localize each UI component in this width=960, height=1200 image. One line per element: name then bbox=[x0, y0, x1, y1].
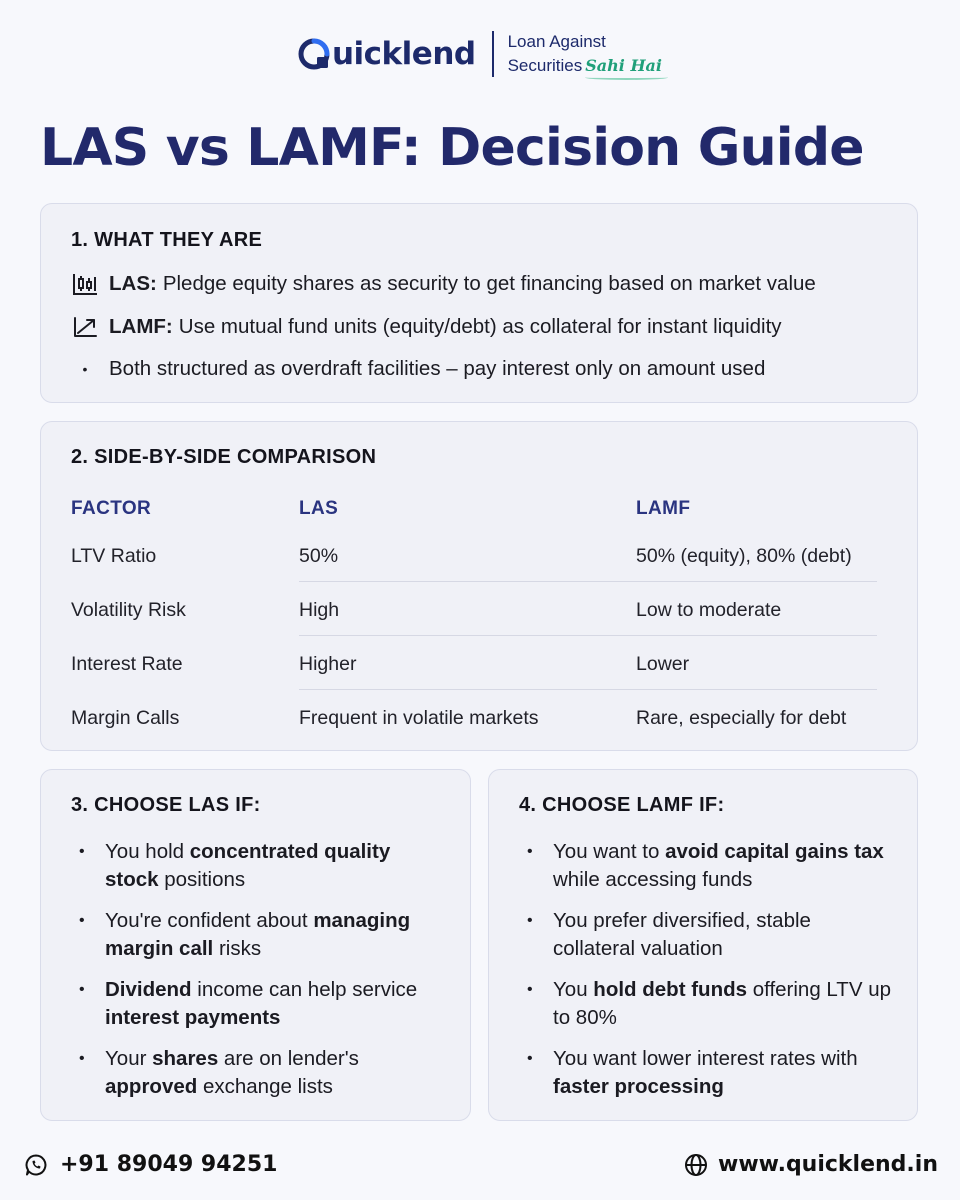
las-definition: Pledge equity shares as security to get financing based on market value bbox=[162, 272, 816, 295]
cell-las: High bbox=[299, 599, 340, 621]
emphasis-text: concentrated quality stock bbox=[105, 840, 391, 891]
tagline-line2 bbox=[508, 54, 662, 78]
list-item bbox=[527, 1045, 897, 1101]
list-item bbox=[527, 838, 897, 894]
table-row bbox=[41, 653, 919, 707]
footer-phone[interactable] bbox=[24, 1152, 277, 1177]
footer-website[interactable] bbox=[684, 1152, 938, 1177]
section-what-they-are bbox=[40, 203, 918, 403]
cell-lamf: Low to moderate bbox=[636, 599, 782, 621]
table-row bbox=[41, 545, 919, 599]
brand-logo[interactable] bbox=[298, 36, 476, 72]
section-heading: 2. SIDE-BY-SIDE COMPARISON bbox=[71, 446, 377, 468]
tagline-accent: Sahi Hai bbox=[585, 56, 662, 75]
list-item-text: exchange lists bbox=[197, 1075, 333, 1098]
list-item bbox=[527, 976, 897, 1032]
list-item-text: You want to bbox=[553, 840, 666, 863]
list-item-text: income can help service bbox=[191, 978, 418, 1001]
lamf-definition: Use mutual fund units (equity/debt) as collateral for instant liquidity bbox=[178, 315, 782, 338]
cell-las: Frequent in volatile markets bbox=[299, 707, 539, 729]
emphasis-text: faster processing bbox=[553, 1075, 724, 1098]
list-item bbox=[79, 1045, 449, 1101]
row-divider bbox=[299, 689, 877, 690]
las-label: LAS: bbox=[109, 272, 157, 295]
emphasis-text: Dividend bbox=[105, 978, 192, 1001]
cell-lamf: 50% (equity), 80% (debt) bbox=[636, 545, 852, 567]
list-item-text: You're confident about bbox=[105, 909, 314, 932]
cell-lamf: Lower bbox=[636, 653, 690, 675]
row-divider bbox=[299, 635, 877, 636]
logo-q-icon bbox=[298, 38, 330, 70]
emphasis-text: hold debt funds bbox=[593, 978, 748, 1001]
website-url: www.quicklend.in bbox=[718, 1152, 938, 1177]
emphasis-text: shares bbox=[152, 1047, 219, 1070]
cell-factor: Volatility Risk bbox=[71, 599, 186, 621]
overdraft-text: Both structured as overdraft facilities – pay interest only on amount used bbox=[109, 357, 766, 380]
definition-las bbox=[71, 272, 816, 296]
definition-overdraft bbox=[71, 357, 765, 381]
section-heading: 3. CHOOSE LAS IF: bbox=[71, 794, 261, 816]
list-item-text: You hold bbox=[105, 840, 190, 863]
list-item bbox=[79, 907, 449, 963]
section-heading: 1. WHAT THEY ARE bbox=[71, 229, 263, 251]
section-choose-lamf bbox=[488, 769, 918, 1121]
column-header-las: LAS bbox=[299, 498, 339, 519]
row-divider bbox=[299, 581, 877, 582]
list-item-text: offering LTV up to 80% bbox=[553, 978, 892, 1029]
emphasis-text: managing margin call bbox=[105, 909, 411, 960]
cell-factor: LTV Ratio bbox=[71, 545, 157, 567]
phone-number: +91 89049 94251 bbox=[60, 1152, 278, 1177]
logo-wordmark: uicklend bbox=[331, 36, 476, 72]
list-item-text: Your bbox=[105, 1047, 153, 1070]
list-item-text: risks bbox=[213, 937, 262, 960]
header-divider bbox=[492, 31, 494, 77]
section-comparison bbox=[40, 421, 918, 751]
emphasis-text: avoid capital gains tax bbox=[665, 840, 884, 863]
section-heading: 4. CHOOSE LAMF IF: bbox=[519, 794, 725, 816]
cell-las: 50% bbox=[299, 545, 339, 567]
definition-lamf bbox=[71, 315, 782, 339]
column-header-factor: FACTOR bbox=[71, 498, 152, 519]
cell-factor: Interest Rate bbox=[71, 653, 183, 675]
list-item-text: are on lender's bbox=[218, 1047, 359, 1070]
globe-icon bbox=[684, 1153, 708, 1177]
candlestick-chart-icon bbox=[71, 272, 99, 296]
header bbox=[0, 26, 960, 82]
tagline-line1: Loan Against bbox=[507, 32, 606, 51]
list-item bbox=[527, 907, 897, 963]
page-title: LAS vs LAMF: Decision Guide bbox=[40, 118, 864, 178]
cell-lamf: Rare, especially for debt bbox=[636, 707, 847, 729]
list-item-text: positions bbox=[158, 868, 246, 891]
emphasis-text: interest payments bbox=[105, 1006, 281, 1029]
cell-factor: Margin Calls bbox=[71, 707, 180, 729]
list-item-text: You bbox=[553, 978, 594, 1001]
table-row bbox=[41, 599, 919, 653]
list-item-text: You prefer diversified, stable collateral valuation bbox=[553, 909, 811, 960]
section-choose-las bbox=[40, 769, 471, 1121]
table-row bbox=[41, 707, 919, 761]
lamf-label: LAMF: bbox=[109, 315, 173, 338]
list-item-text: while accessing funds bbox=[553, 868, 753, 891]
cell-las: Higher bbox=[299, 653, 357, 675]
list-item bbox=[79, 976, 449, 1032]
bullet-icon: • bbox=[82, 361, 88, 377]
tagline bbox=[508, 30, 662, 78]
emphasis-text: approved bbox=[105, 1075, 198, 1098]
column-header-lamf: LAMF bbox=[636, 498, 691, 519]
whatsapp-icon bbox=[24, 1153, 48, 1177]
lamf-criteria-list bbox=[527, 838, 897, 1114]
list-item bbox=[79, 838, 449, 894]
tagline-securities: Securities bbox=[507, 56, 583, 75]
list-item-text: You want lower interest rates with bbox=[553, 1047, 858, 1070]
trending-up-icon bbox=[71, 315, 99, 339]
las-criteria-list bbox=[79, 838, 449, 1114]
